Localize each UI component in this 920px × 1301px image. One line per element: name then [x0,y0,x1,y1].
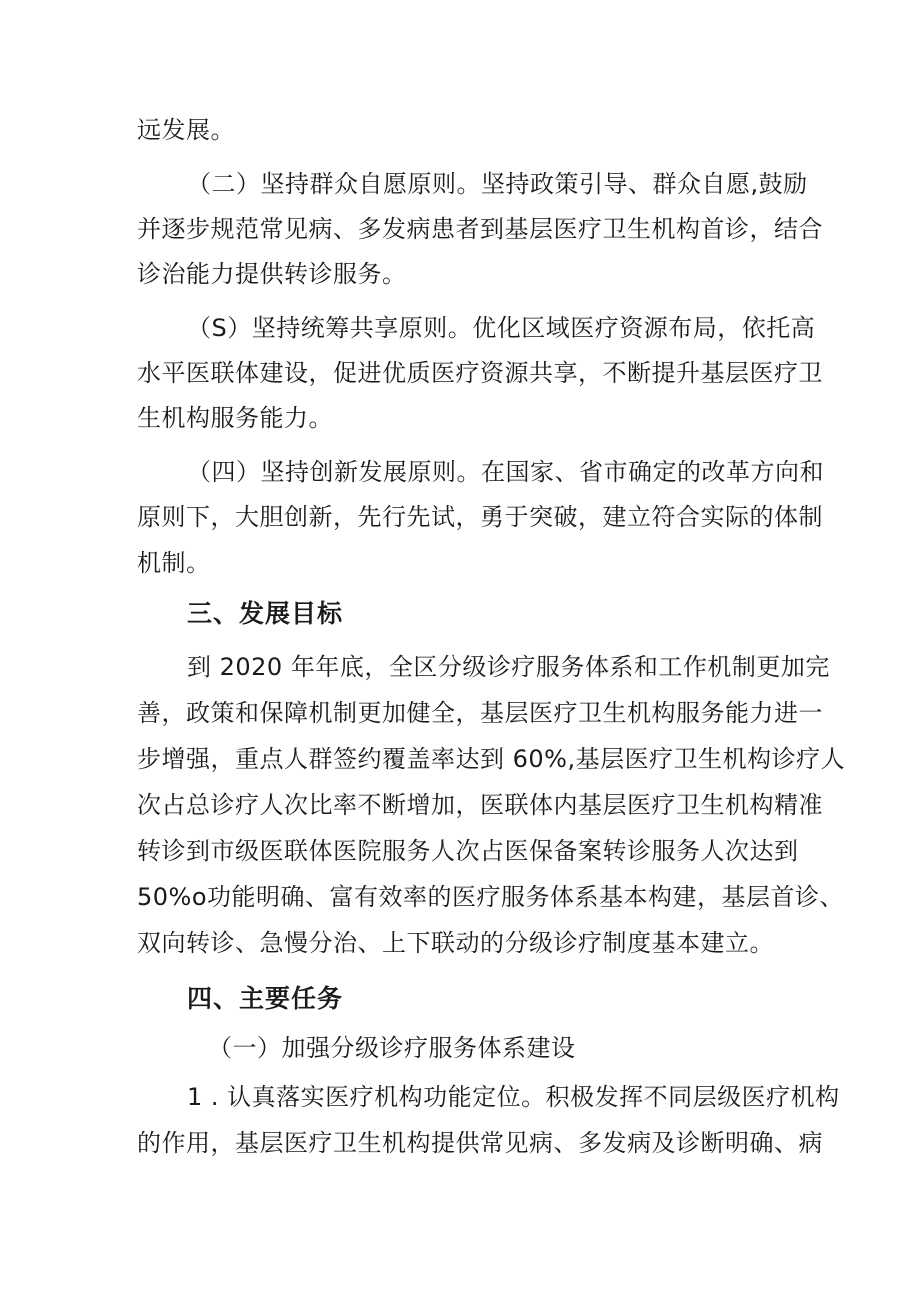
section-heading: 三、发展目标 [187,599,344,628]
paragraph-line: 诊治能力提供转诊服务。 [137,260,407,288]
paragraph-line: （四）坚持创新发展原则。在国家、省市确定的改革方向和 [187,458,824,486]
subsection-heading: （一）加强分级诊疗服务体系建设 [208,1034,576,1062]
paragraph-line: （二）坚持群众自愿原则。坚持政策引导、群众自愿,鼓励 [187,170,808,198]
paragraph-line: 的作用，基层医疗卫生机构提供常见病、多发病及诊断明确、病 [137,1129,823,1157]
section-heading: 四、主要任务 [187,984,344,1013]
paragraph-line: 原则下，大胆创新，先行先试，勇于突破，建立符合实际的体制 [137,503,823,531]
paragraph-line: 善，政策和保障机制更加健全，基层医疗卫生机构服务能力进一 [137,699,823,727]
paragraph-line: 转诊到市级医联体医院服务人次占医保备案转诊服务人次达到 [137,837,799,865]
paragraph-line: （S）坚持统筹共享原则。优化区域医疗资源布局，依托高 [187,314,816,342]
paragraph-line: 机制。 [137,549,211,577]
paragraph-line: 双向转诊、急慢分治、上下联动的分级诊疗制度基本建立。 [137,929,774,957]
paragraph-line: 远发展。 [137,116,235,144]
paragraph-line: 水平医联体建设，促进优质医疗资源共享，不断提升基层医疗卫 [137,359,823,387]
paragraph-line: 步增强，重点人群签约覆盖率达到 60%,基层医疗卫生机构诊疗人 [137,745,846,773]
paragraph-line: 1 . 认真落实医疗机构功能定位。积极发挥不同层级医疗机构 [187,1083,840,1111]
paragraph-line: 到 2020 年年底，全区分级诊疗服务体系和工作机制更加完 [187,653,830,681]
paragraph-line: 次占总诊疗人次比率不断增加，医联体内基层医疗卫生机构精准 [137,791,823,819]
paragraph-line: 50%o功能明确、富有效率的医疗服务体系基本构建，基层首诊、 [137,883,845,911]
paragraph-line: 生机构服务能力。 [137,404,333,432]
paragraph-line: 并逐步规范常见病、多发病患者到基层医疗卫生机构首诊，结合 [137,215,823,243]
